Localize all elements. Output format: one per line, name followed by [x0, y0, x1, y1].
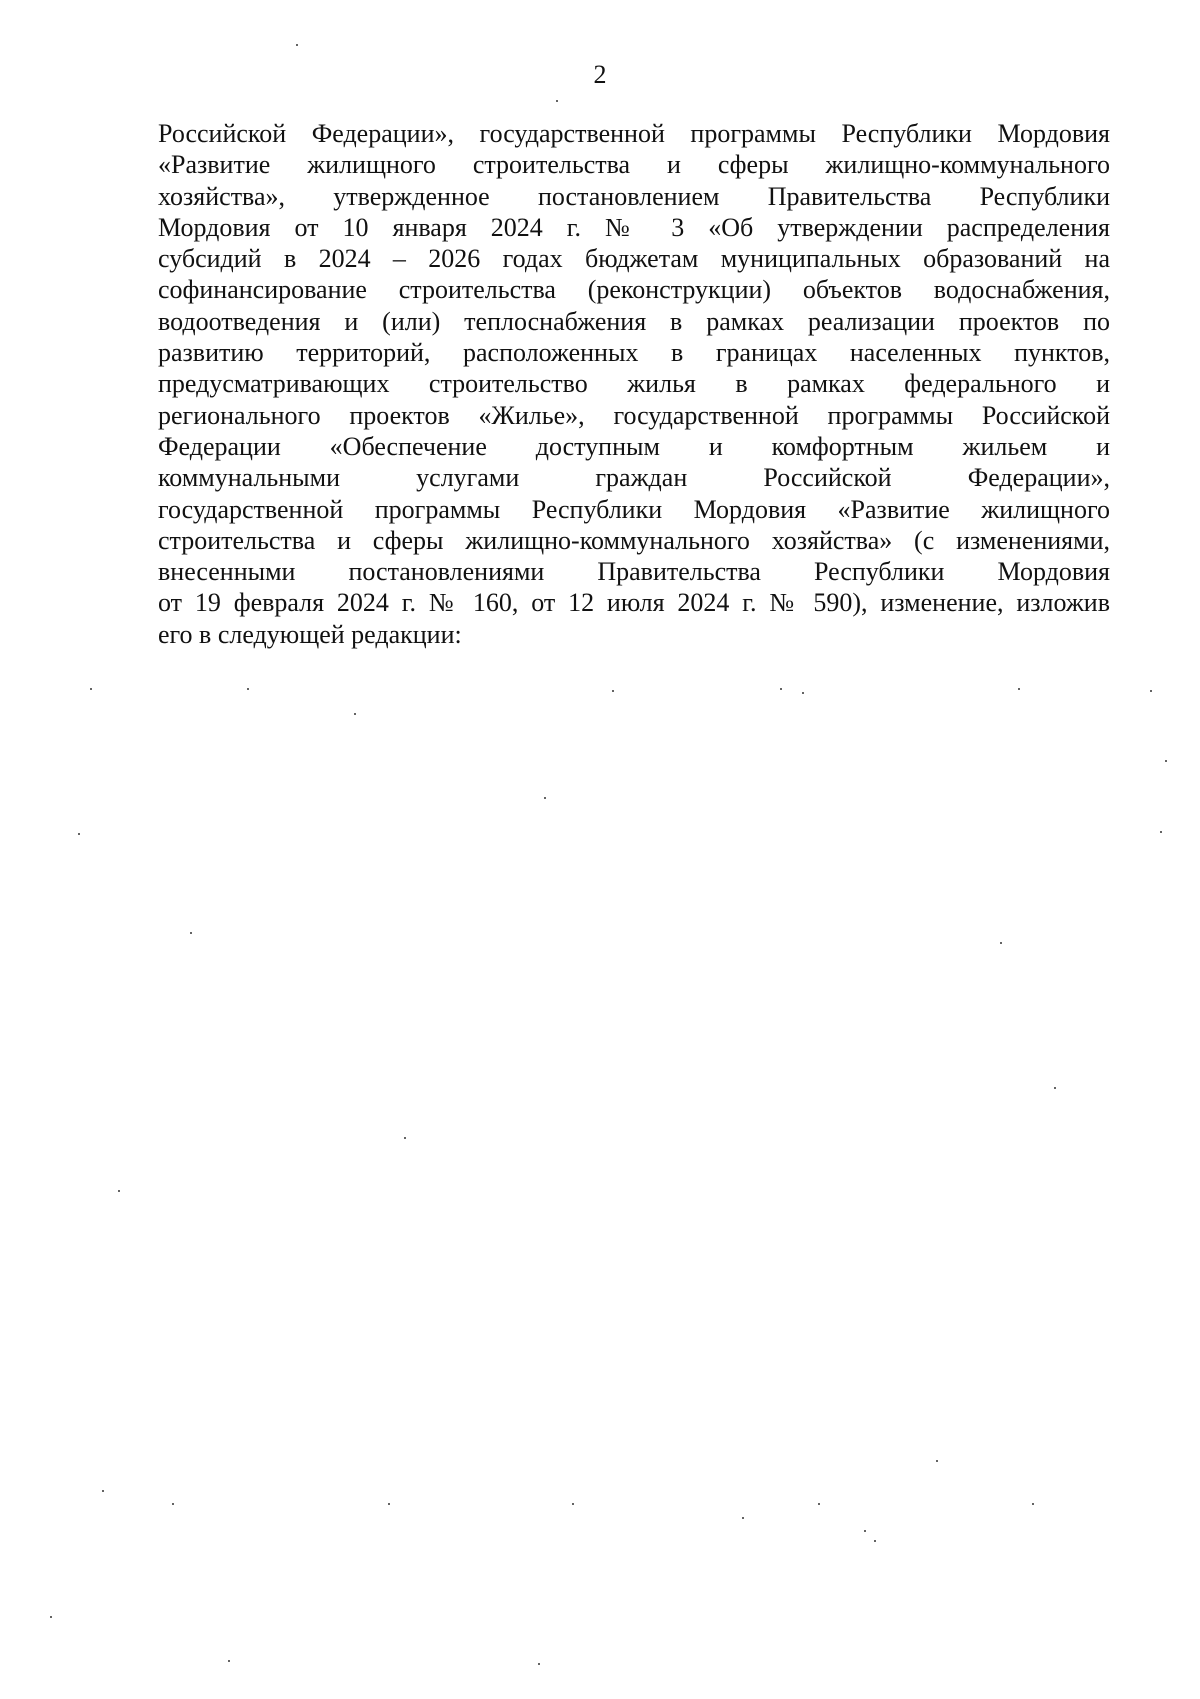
scan-speck [544, 797, 546, 799]
scan-speck [780, 688, 782, 690]
scan-speck [90, 688, 92, 690]
scan-speck [1160, 831, 1162, 833]
paragraph-line: софинансирование строительства (реконструкции) объектов водоснабжения, [158, 275, 1110, 305]
paragraph-line: водоотведения и (или) теплоснабжения в рамках реализации проектов по [158, 306, 1110, 336]
paragraph-line: предусматривающих строительство жилья в рамках федерального и [158, 369, 1110, 399]
scan-speck [78, 833, 80, 835]
scan-speck [172, 1503, 174, 1505]
scan-speck [404, 1137, 406, 1139]
scan-speck [247, 688, 249, 690]
paragraph-line: его в следующей редакции: [158, 619, 462, 649]
scan-speck [1000, 942, 1002, 944]
scan-speck [556, 100, 558, 102]
scan-speck [1165, 760, 1167, 762]
scan-speck [802, 692, 804, 694]
paragraph-line: «Развитие жилищного строительства и сферы жилищно-коммунального [158, 150, 1110, 180]
paragraph-line: регионального проектов «Жилье», государственной программы Российской [158, 400, 1110, 430]
scan-speck [296, 44, 298, 46]
scan-speck [742, 1517, 744, 1519]
scan-speck [612, 690, 614, 692]
scan-speck [818, 1503, 820, 1505]
paragraph-line: Российской Федерации», государственной программы Республики Мордовия [158, 119, 1110, 148]
scan-speck [572, 1503, 574, 1505]
scan-speck [1018, 688, 1020, 690]
paragraph-line: строительства и сферы жилищно-коммунального хозяйства» (с изменениями, [158, 525, 1110, 555]
scan-speck [1054, 1087, 1056, 1089]
scan-speck [354, 713, 356, 715]
paragraph-line: Мордовия от 10 января 2024 г. № 3 «Об утверждении распределения [158, 212, 1110, 242]
scan-speck [102, 1490, 104, 1492]
scan-speck [228, 1660, 230, 1662]
scan-speck [538, 1663, 540, 1665]
scan-speck [50, 1616, 52, 1618]
scan-speck [388, 1503, 390, 1505]
scan-speck [1150, 690, 1152, 692]
page-number: 2 [593, 60, 607, 89]
scan-speck [118, 1190, 120, 1192]
paragraph-line: коммунальными услугами граждан Российской Федерации», [158, 463, 1110, 493]
paragraph-line: развитию территорий, расположенных в границах населенных пунктов, [158, 338, 1110, 368]
paragraph-line: государственной программы Республики Мордовия «Развитие жилищного [158, 494, 1110, 524]
scan-speck [1032, 1503, 1034, 1505]
scan-speck [190, 932, 192, 934]
scan-speck [874, 1540, 876, 1542]
paragraph-line: внесенными постановлениями Правительства Республики Мордовия [158, 557, 1110, 587]
paragraph-line: хозяйства», утвержденное постановлением Правительства Республики [158, 181, 1110, 211]
paragraph-line: Федерации «Обеспечение доступным и комфортным жильем и [158, 431, 1110, 461]
body-paragraph [158, 118, 1110, 650]
scan-speck [864, 1530, 866, 1532]
paragraph-line: субсидий в 2024 – 2026 годах бюджетам муниципальных образований на [158, 244, 1110, 274]
paragraph-line: от 19 февраля 2024 г. № 160, от 12 июля 2024 г. № 590), изменение, изложив [158, 588, 1110, 618]
scan-speck [936, 1460, 938, 1462]
